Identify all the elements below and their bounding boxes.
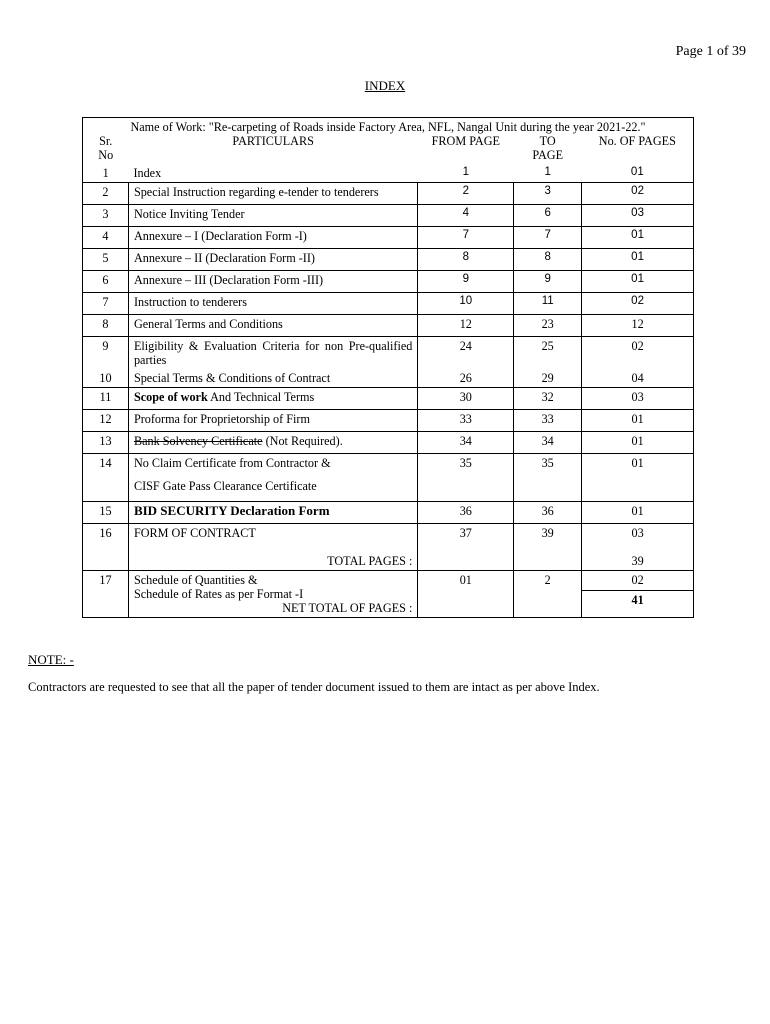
table-row: 11 Scope of work And Technical Terms 30 32 03 (83, 388, 694, 410)
header-row (83, 134, 694, 164)
total-pages-label: TOTAL PAGES : (128, 546, 417, 571)
total-pages-row (83, 546, 694, 571)
table-row: 8 General Terms and Conditions 12 23 12 (83, 315, 694, 337)
page-number: Page 1 of 39 (675, 44, 746, 59)
table-row: 14 No Claim Certificate from Contractor & CISF Gate Pass Clearance Certificate 35 35 01 (83, 454, 694, 502)
header-no-of-pages: No. OF PAGES (582, 134, 694, 164)
table-row: 6 Annexure – III (Declaration Form -III) 9 9 01 (83, 271, 694, 293)
name-of-work-row (83, 118, 694, 135)
index-title: INDEX (364, 78, 406, 93)
total-pages-value: 39 (582, 546, 694, 571)
note-label: NOTE: - (28, 652, 74, 667)
table-row: 10 Special Terms & Conditions of Contract 26 29 04 (83, 369, 694, 388)
table-row: 12 Proforma for Proprietorship of Firm 33 33 01 (83, 410, 694, 432)
table-row: 16 FORM OF CONTRACT 37 39 03 (83, 524, 694, 546)
table-row: 5 Annexure – II (Declaration Form -II) 8 8 01 (83, 249, 694, 271)
header-to-page: TO PAGE (532, 134, 564, 163)
header-sr-no: Sr. No (83, 134, 129, 164)
header-from-page: FROM PAGE (431, 134, 500, 149)
table-row: 3 Notice Inviting Tender 4 6 03 (83, 205, 694, 227)
index-table (82, 117, 694, 618)
table-row: 1 Index 1 1 01 (83, 164, 694, 183)
table-row: 7 Instruction to tenderers 10 11 02 (83, 293, 694, 315)
table-row: 13 Bank Solvency Certificate (Not Required). 34 34 01 (83, 432, 694, 454)
net-total-value: 41 (582, 590, 693, 607)
note-text: Contractors are requested to see that all the paper of tender document issued to them are intact as per above Index. (28, 680, 600, 694)
table-row: 4 Annexure – I (Declaration Form -I) 7 7 01 (83, 227, 694, 249)
net-total-label: NET TOTAL OF PAGES : (282, 600, 413, 615)
header-particulars: PARTICULARS (232, 134, 314, 149)
table-row: 17 Schedule of Quantities & Schedule of Rates as per Format -I NET TOTAL OF PAGES : 01 2 02 41 (83, 570, 694, 617)
table-row: 2 Special Instruction regarding e-tender to tenderers 2 3 02 (83, 183, 694, 205)
table-row: 9 Eligibility & Evaluation Criteria for non Pre-qualified parties 24 25 02 (83, 337, 694, 370)
name-of-work: Name of Work: "Re-carpeting of Roads inside Factory Area, NFL, Nangal Unit during the year 2021-22." (83, 118, 694, 135)
table-row: 15 BID SECURITY Declaration Form 36 36 01 (83, 502, 694, 524)
